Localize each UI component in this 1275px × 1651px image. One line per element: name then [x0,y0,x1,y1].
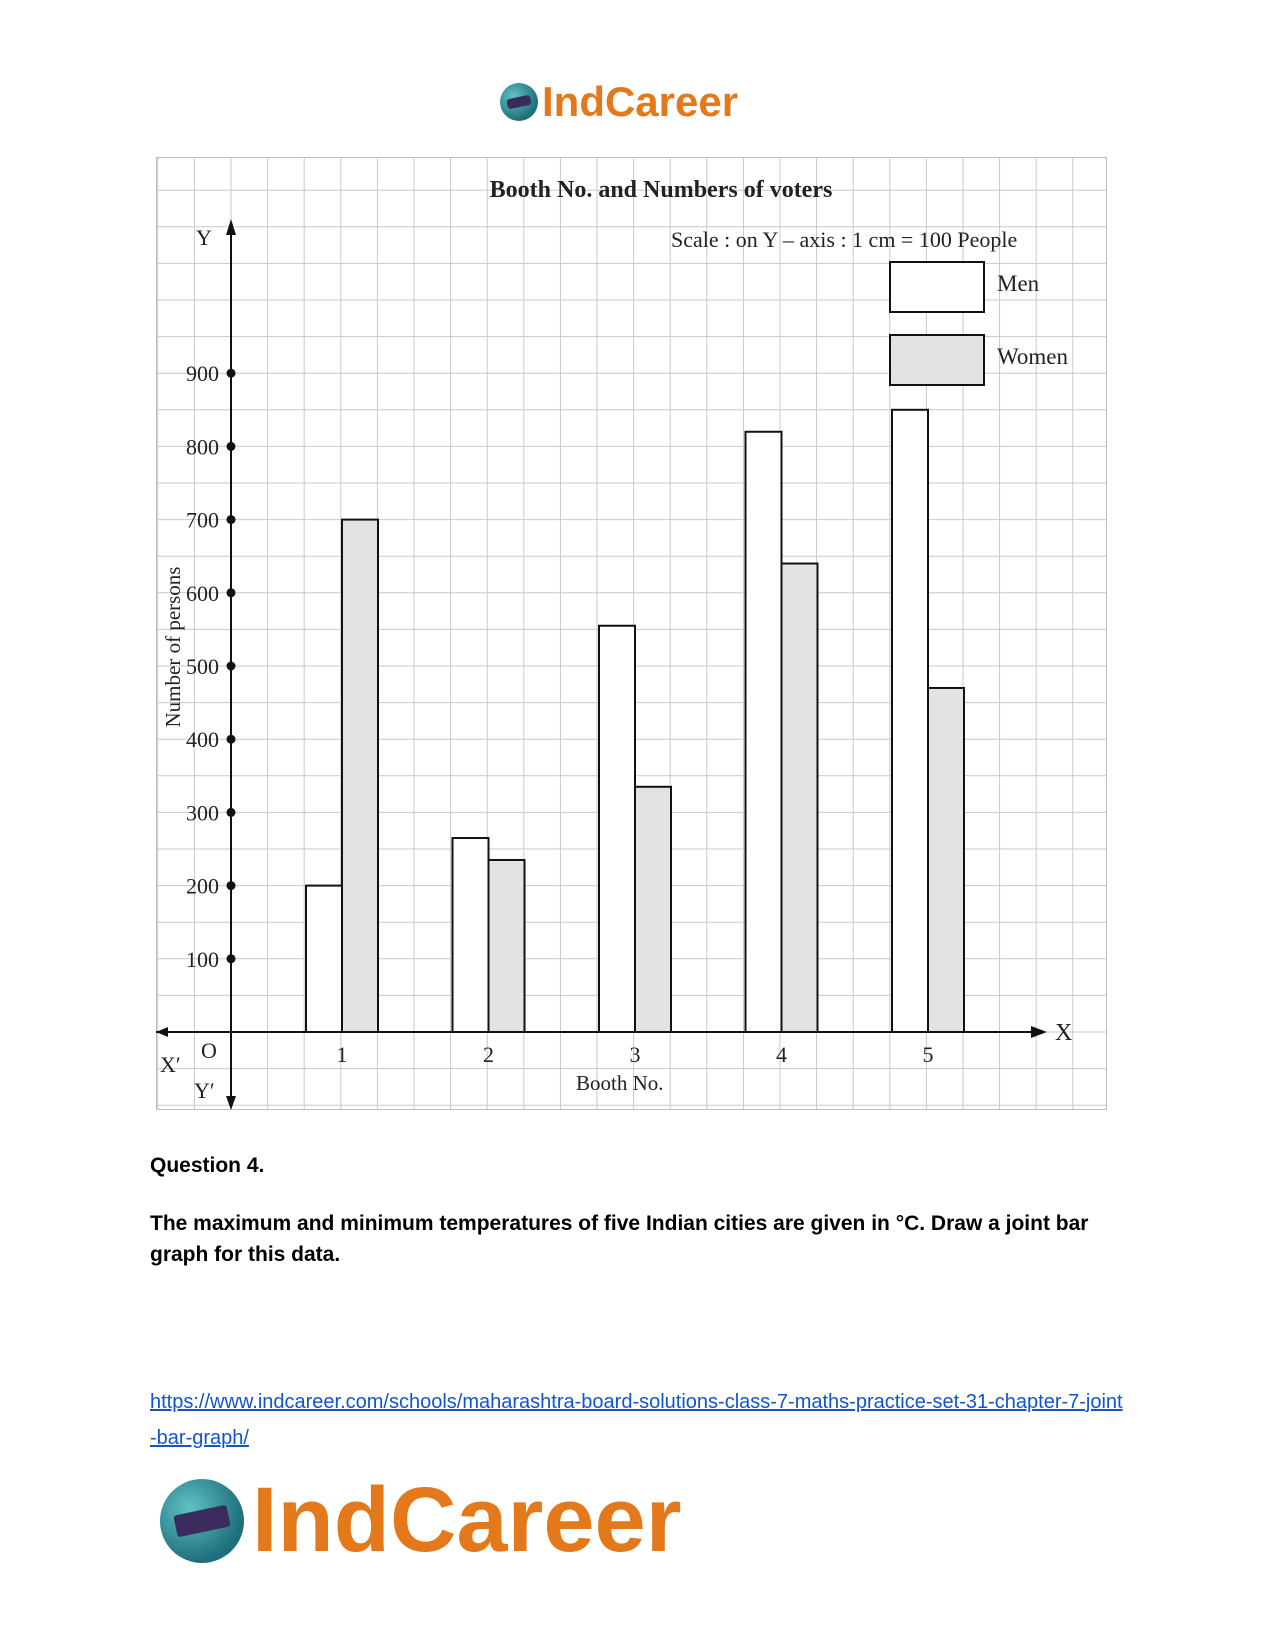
x-axis-arrow [1031,1026,1047,1038]
legend-label-women: Women [997,344,1068,369]
logo-text: IndCareer [252,1469,682,1571]
graduation-cap-icon [500,83,538,121]
joint-bar-graph [156,157,1107,1110]
x-axis-title: Booth No. [576,1071,664,1095]
y-tick-dot-700 [227,515,236,524]
x-tick-label-1: 1 [336,1042,348,1067]
legend-label-men: Men [997,271,1040,296]
x-axis-letter: X [1055,1020,1073,1046]
y-tick-label-500: 500 [186,654,219,679]
x-tick-label-2: 2 [483,1042,494,1067]
bar-women-booth-5 [928,688,964,1032]
y-tick-label-400: 400 [186,727,219,753]
y-neg-axis-letter: Y′ [194,1078,215,1103]
y-tick-dot-600 [227,588,236,597]
bar-men-booth-2 [453,838,489,1032]
indcareer-logo-top [500,78,738,126]
chart-title: Booth No. and Numbers of voters [489,177,833,203]
bar-women-booth-3 [635,787,671,1032]
y-axis-title: Number of persons [161,566,185,728]
y-tick-dot-500 [227,662,236,671]
bar-men-booth-4 [746,432,782,1032]
bar-women-booth-1 [342,520,378,1032]
graduation-cap-icon [160,1479,244,1563]
bar-women-booth-2 [489,860,525,1032]
question-number: Question 4. [150,1154,265,1177]
y-tick-dot-100 [227,954,236,963]
x-neg-axis-letter: X′ [160,1052,181,1077]
y-tick-label-600: 600 [186,580,219,606]
x-tick-label-5: 5 [922,1042,934,1067]
indcareer-logo-bottom [160,1468,682,1573]
bar-women-booth-4 [782,564,818,1032]
y-tick-dot-300 [227,808,236,817]
bar-men-booth-3 [599,626,635,1032]
y-axis-neg-arrow [226,1096,236,1110]
bar-men-booth-1 [306,886,342,1032]
source-link[interactable]: https://www.indcareer.com/schools/maharashtra-board-solutions-class-7-maths-practice-set-31-chapter-7-joint-bar-graph/ [150,1391,1123,1449]
y-tick-dot-200 [227,881,236,890]
chart-svg [156,157,1107,1110]
y-axis-letter: Y [196,225,212,250]
x-tick-label-3: 3 [629,1042,641,1067]
y-tick-label-300: 300 [186,800,219,826]
y-tick-dot-400 [227,735,236,744]
y-tick-label-800: 800 [186,434,219,460]
bar-men-booth-5 [892,410,928,1032]
scale-note: Scale : on Y – axis : 1 cm = 100 People [671,227,1018,252]
y-tick-dot-800 [227,442,236,451]
origin-label: O [201,1038,217,1063]
y-tick-dot-900 [227,369,236,378]
legend-swatch-women [890,335,984,385]
y-tick-label-200: 200 [186,873,219,899]
y-tick-label-100: 100 [186,946,219,972]
y-tick-label-900: 900 [186,361,219,387]
question-text: The maximum and minimum temperatures of five Indian cities are given in °C. Draw a joint bar graph for this data. [150,1212,1089,1266]
legend-swatch-men [890,262,984,312]
x-tick-label-4: 4 [776,1042,787,1067]
logo-text: IndCareer [542,78,739,125]
y-tick-label-700: 700 [186,507,219,533]
